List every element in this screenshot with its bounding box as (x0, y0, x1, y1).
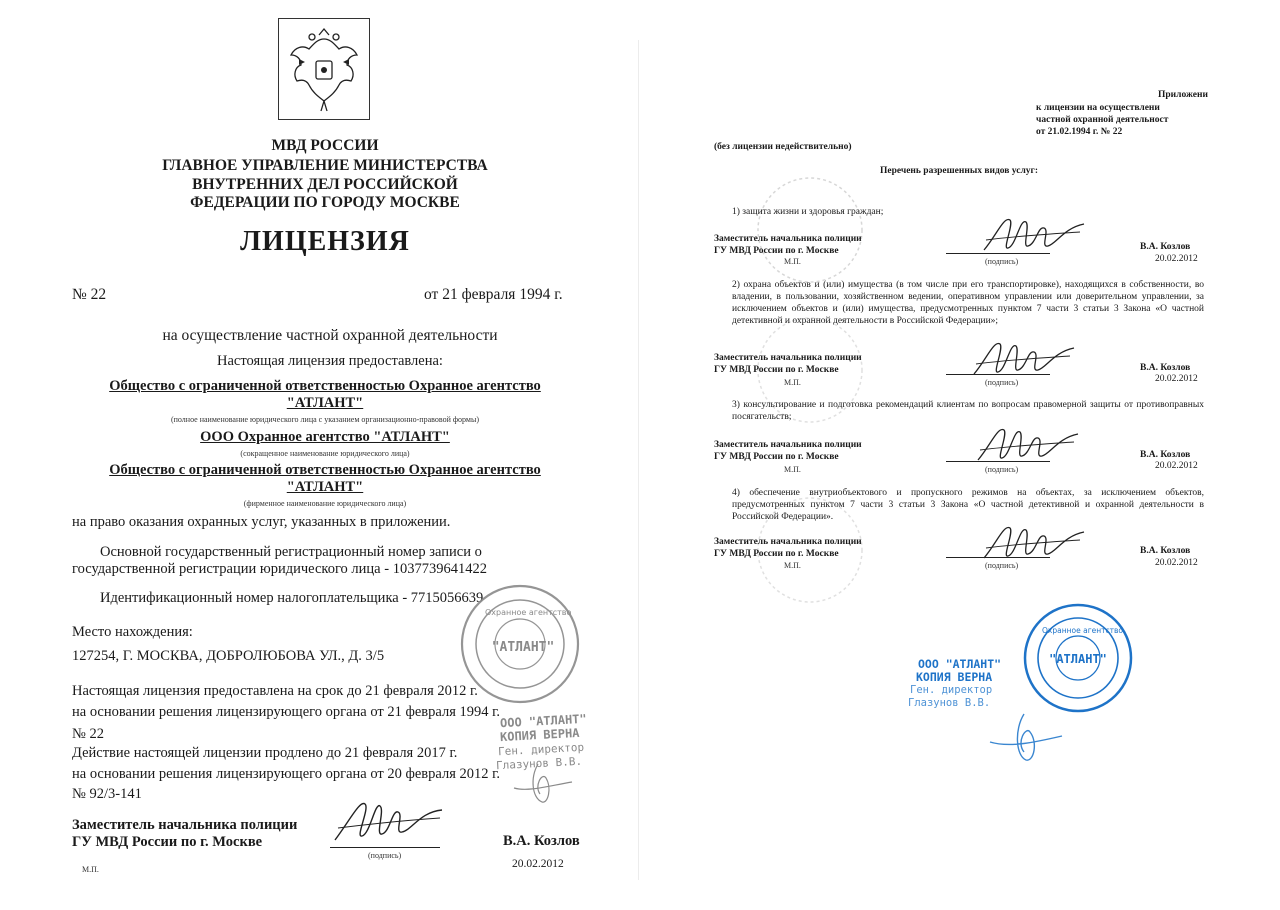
signer1-signature-scribble (980, 210, 1090, 258)
brand-name-line2: "АТЛАНТ" (286, 479, 364, 495)
appendix-line2: к лицензии на осуществлени (1036, 103, 1160, 113)
document-title: ЛИЦЕНЗИЯ (240, 226, 410, 257)
license-purpose: на осуществление частной охранной деятельности (162, 327, 498, 344)
ministry-header-line2: ГЛАВНОЕ УПРАВЛЕНИЕ МИНИСТЕРСТВА (162, 157, 488, 174)
signer3-signature-scribble (974, 420, 1084, 468)
full-name-caption: (полное наименование юридического лица с указанием организационно-правовой формы) (170, 415, 480, 424)
service-item-4: 4) обеспечение внутриобъектового и пропускного режимов на объектах, за исключением объектов, предусмотренных пунктом 7 части 3 статьи 3 Закона «О частной детективной и охранной деятельности в Российской Федерации». (732, 488, 1204, 522)
signer4-mp: М.П. (784, 561, 801, 570)
signer3-date: 20.02.2012 (1155, 461, 1198, 471)
service-item-2: 2) охрана объектов и (или) имущества (в том числе при его транспортировке), находящихся в собственности, во владении, в пользовании, хозяйственном ведении, оперативном управлении или доверительном управлении, за исключением объектов и (или) имущества, предусмотренных пунктом 7 части 3 статьи 3 Закона «О частной детективной и охранной деятельности в Российской Федерации»; (732, 280, 1204, 326)
copy-stamp-line2: КОПИЯ ВЕРНА (499, 725, 580, 745)
short-name: ООО Охранное агентство "АТЛАНТ" (200, 429, 450, 445)
location-label: Место нахождения: (72, 624, 193, 640)
appendix-line1: Приложени (1158, 90, 1208, 100)
appendix-line4: от 21.02.1994 г. № 22 (1036, 127, 1123, 137)
mp-label: М.П. (82, 865, 99, 874)
extension-line3: № 92/3-141 (72, 786, 142, 802)
copy-stamp-line1: ООО "АТЛАНТ" (499, 711, 588, 731)
coat-of-arms-emblem (278, 18, 370, 120)
signer3-name: В.А. Козлов (1140, 450, 1191, 460)
copy-signature-scribble (508, 758, 578, 806)
term-line1: Настоящая лицензия предоставлена на срок до 21 февраля 2012 г. (72, 683, 478, 699)
signer2-title-line1: Заместитель начальника полиции (714, 353, 862, 363)
copy-stamp-blue-line3: Ген. директор (910, 684, 993, 696)
signer3-mp: М.П. (784, 465, 801, 474)
blue-stamp-ring-text: Охранное агентство (1042, 626, 1124, 635)
signer4-date: 20.02.2012 (1155, 558, 1198, 568)
short-name-caption: (сокращенное наименование юридического лица) (240, 449, 410, 458)
right-text: на право оказания охранных услуг, указанных в приложении. (72, 514, 451, 530)
signer1-date: 20.02.2012 (1155, 254, 1198, 264)
signature-scribble (330, 790, 450, 850)
signer2-name: В.А. Козлов (1140, 363, 1191, 373)
signer1-mp: М.П. (784, 257, 801, 266)
copy-stamp-blue-line2: КОПИЯ ВЕРНА (916, 670, 993, 684)
signer4-caption: (подпись) (985, 561, 1019, 570)
services-list-title: Перечень разрешенных видов услуг: (879, 166, 1039, 176)
sign-date: 20.02.2012 (512, 858, 564, 870)
address: 127254, Г. МОСКВА, ДОБРОЛЮБОВА УЛ., Д. 3/5 (72, 648, 385, 664)
double-headed-eagle-icon (279, 19, 369, 119)
signer1-name: В.А. Козлов (1140, 242, 1191, 252)
term-line3: № 22 (72, 726, 104, 742)
license-date: от 21 февраля 1994 г. (424, 286, 563, 303)
signer2-title-line2: ГУ МВД России по г. Москве (714, 365, 839, 375)
granted-to-label: Настоящая лицензия предоставлена: (217, 353, 443, 369)
signer3-title-line2: ГУ МВД России по г. Москве (714, 452, 839, 462)
signer4-title-line1: Заместитель начальника полиции (714, 537, 862, 547)
license-appendix-page (640, 0, 1280, 910)
appendix-line3: частной охранной деятельност (1036, 115, 1169, 125)
blue-signature-scribble (986, 708, 1066, 766)
signer4-name: В.А. Козлов (1140, 546, 1191, 556)
copy-stamp-blue-line1: ООО "АТЛАНТ" (918, 657, 1002, 671)
signer1-title-line2: ГУ МВД России по г. Москве (714, 246, 839, 256)
extension-line2: на основании решения лицензирующего органа от 20 февраля 2012 г. (72, 766, 501, 782)
copy-stamp-blue-line4: Глазунов В.В. (908, 697, 991, 709)
signer2-mp: М.П. (784, 378, 801, 387)
copy-stamp-line3: Ген. директор (497, 740, 585, 759)
blue-stamp-center-text: "АТЛАНТ" (1049, 652, 1107, 666)
service-item-3: 3) консультирование и подготовка рекомендаций клиентам по вопросам правомерной защиты от противоправных посягательств; (732, 400, 1204, 422)
ogrn-line1: Основной государственный регистрационный номер записи о (100, 544, 482, 560)
signer4-signature-scribble (980, 518, 1090, 566)
brand-name-line1: Общество с ограниченной ответственностью Охранное агентство (109, 462, 541, 478)
brand-name-caption: (фирменное наименование юридического лица) (243, 499, 407, 508)
signer2-caption: (подпись) (985, 378, 1019, 387)
signer2-date: 20.02.2012 (1155, 374, 1198, 384)
signer-title-line2: ГУ МВД России по г. Москве (72, 834, 263, 850)
stamp-center-text: "АТЛАНТ" (491, 640, 555, 655)
ogrn-line2: государственной регистрации юридического лица - 1037739641422 (72, 561, 487, 577)
signer2-signature-scribble (970, 334, 1080, 382)
signer4-title-line2: ГУ МВД России по г. Москве (714, 549, 839, 559)
signer3-title-line1: Заместитель начальника полиции (714, 440, 862, 450)
signature-caption: (подпись) (368, 851, 402, 860)
ministry-header-line1: МВД РОССИИ (271, 137, 379, 154)
service-item-1: 1) защита жизни и здоровья граждан; (732, 207, 884, 217)
signer3-caption: (подпись) (985, 465, 1019, 474)
signer1-caption: (подпись) (985, 257, 1019, 266)
inn-line: Идентификационный номер налогоплательщика - 7715056639 (100, 590, 484, 606)
copy-stamp-line4: Глазунов В.В. (495, 754, 583, 773)
ministry-header-line3: ВНУТРЕННИХ ДЕЛ РОССИЙСКОЙ (192, 176, 458, 193)
extension-line1: Действие настоящей лицензии продлено до 21 февраля 2017 г. (72, 745, 458, 761)
page-divider (638, 40, 639, 880)
term-line2: на основании решения лицензирующего органа от 21 февраля 1994 г. (72, 704, 501, 720)
signer-name: В.А. Козлов (503, 833, 580, 849)
ministry-header-line4: ФЕДЕРАЦИИ ПО ГОРОДУ МОСКВЕ (190, 194, 460, 211)
full-name-line2: "АТЛАНТ" (286, 395, 364, 411)
stamp-ring-text: Охранное агентство (485, 608, 572, 617)
license-number: № 22 (72, 286, 107, 303)
full-name-line1: Общество с ограниченной ответственностью Охранное агентство (109, 378, 541, 394)
invalid-note: (без лицензии недействительно) (714, 142, 852, 152)
signer-title-line1: Заместитель начальника полиции (72, 817, 298, 833)
signer1-title-line1: Заместитель начальника полиции (714, 234, 862, 244)
